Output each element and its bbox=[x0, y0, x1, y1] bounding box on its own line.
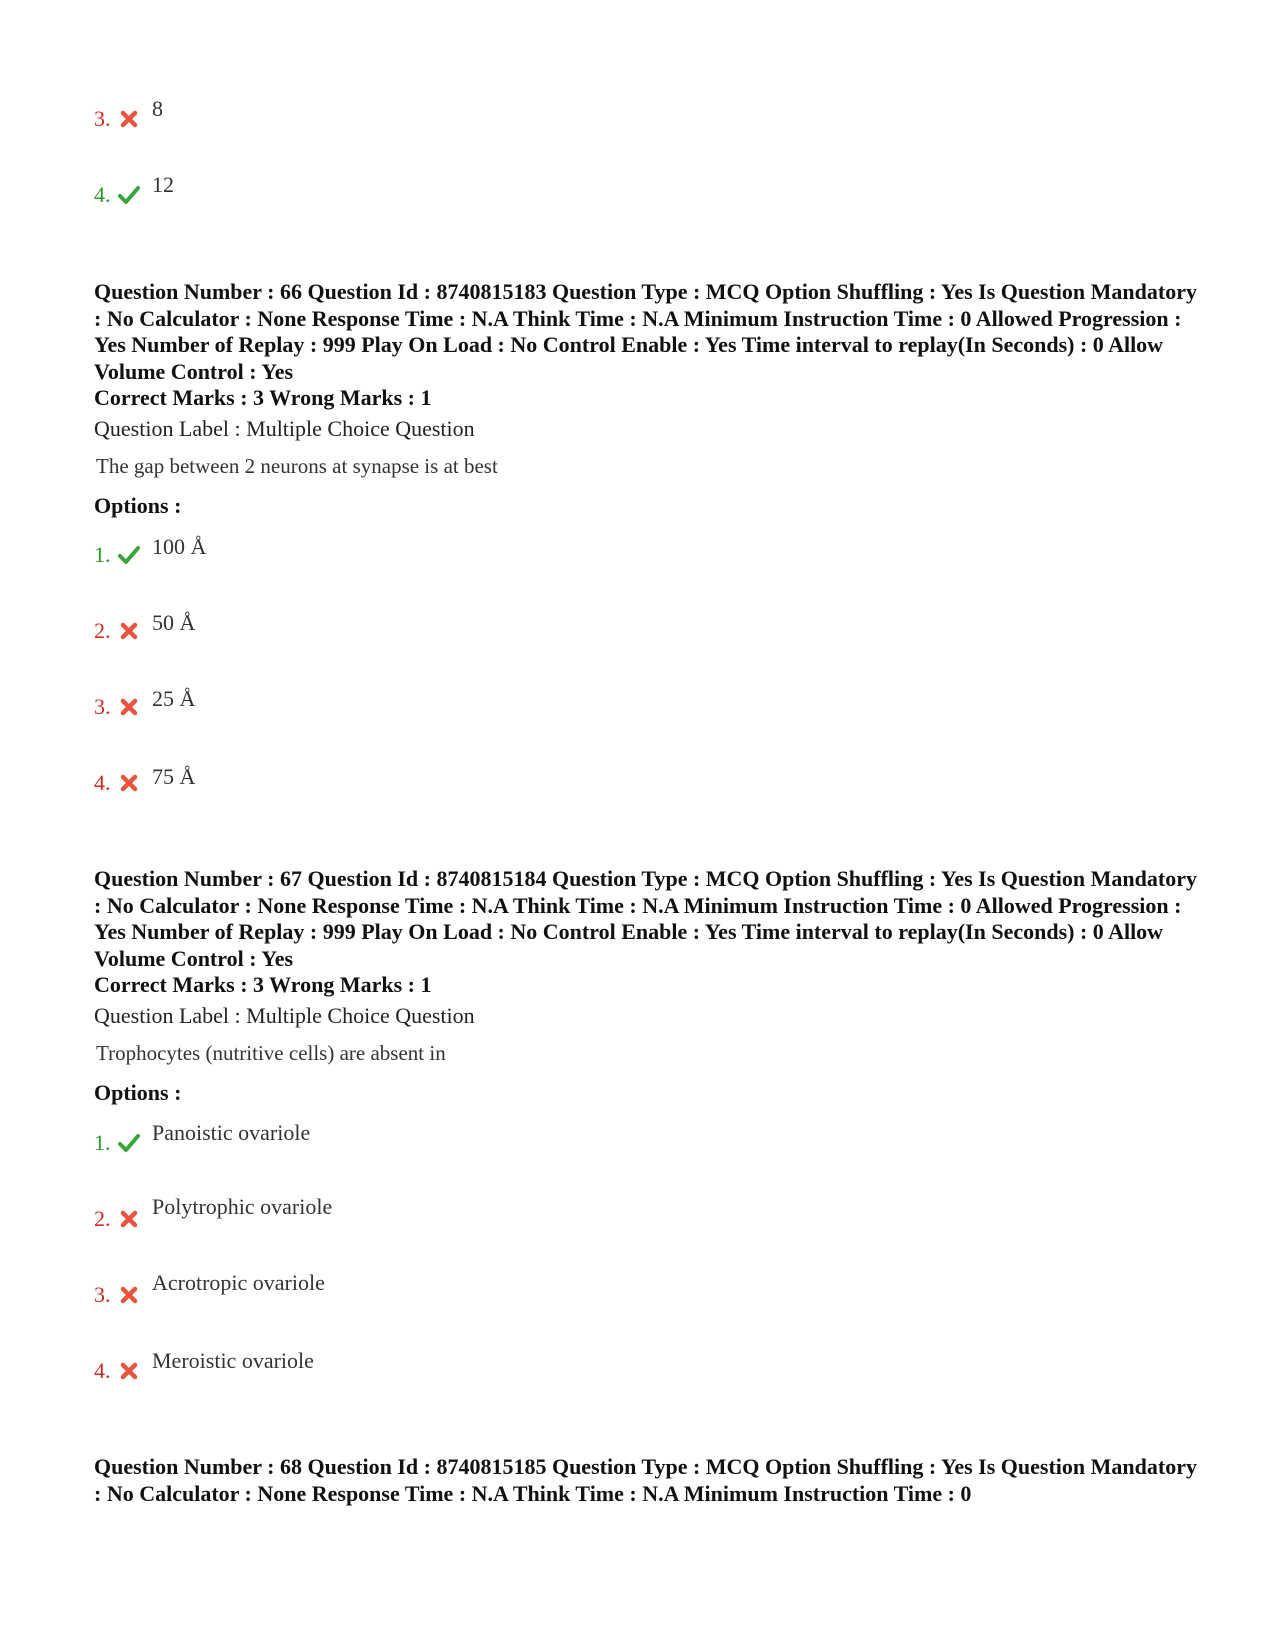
option-value: 50 Å bbox=[152, 610, 196, 635]
cross-icon bbox=[118, 108, 140, 130]
option-number: 2. bbox=[94, 1206, 111, 1231]
option-value: 100 Å bbox=[152, 534, 207, 559]
question-66-meta: Question Number : 66 Question Id : 8740815183 Question Type : MCQ Option Shuffling : Yes Is Question Mandatory : No Calculator : None Response Time : N.A Think Time : N.A Minimum Instruction Time : 0 Allowed Progression : Yes Number of Replay : 999 Play On Load : No Control Enable : Yes Time interval to replay(In Seconds) : 0 Allow Volume Control : Yes bbox=[94, 279, 1197, 384]
question-66-marks: Correct Marks : 3 Wrong Marks : 1 bbox=[94, 385, 432, 410]
option-value: Acrotropic ovariole bbox=[152, 1270, 325, 1295]
question-67-options-label: Options : bbox=[94, 1080, 182, 1105]
option-value: 12 bbox=[152, 172, 174, 197]
question-66-text: The gap between 2 neurons at synapse is at best bbox=[96, 454, 498, 478]
question-67-marks: Correct Marks : 3 Wrong Marks : 1 bbox=[94, 972, 432, 997]
check-icon bbox=[118, 1132, 140, 1154]
option-number: 2. bbox=[94, 618, 111, 643]
question-66-options-label: Options : bbox=[94, 493, 182, 518]
option-number: 3. bbox=[94, 1282, 111, 1307]
option-number: 1. bbox=[94, 542, 111, 567]
cross-icon bbox=[118, 1284, 140, 1306]
cross-icon bbox=[118, 1360, 140, 1382]
option-number: 4. bbox=[94, 1358, 111, 1383]
option-value: Meroistic ovariole bbox=[152, 1348, 314, 1373]
option-value: 8 bbox=[152, 96, 163, 121]
question-67-text: Trophocytes (nutritive cells) are absent in bbox=[96, 1041, 446, 1065]
question-67-meta: Question Number : 67 Question Id : 8740815184 Question Type : MCQ Option Shuffling : Yes Is Question Mandatory : No Calculator : None Response Time : N.A Think Time : N.A Minimum Instruction Time : 0 Allowed Progression : Yes Number of Replay : 999 Play On Load : No Control Enable : Yes Time interval to replay(In Seconds) : 0 Allow Volume Control : Yes bbox=[94, 866, 1197, 971]
option-value: 75 Å bbox=[152, 764, 196, 789]
question-68-meta: Question Number : 68 Question Id : 8740815185 Question Type : MCQ Option Shuffling : Yes Is Question Mandatory : No Calculator : None Response Time : N.A Think Time : N.A Minimum Instruction Time : 0 bbox=[94, 1454, 1197, 1506]
question-66-label: Question Label : Multiple Choice Question bbox=[94, 416, 475, 441]
option-number: 4. bbox=[94, 182, 111, 207]
option-value: 25 Å bbox=[152, 686, 196, 711]
option-number: 3. bbox=[94, 106, 111, 131]
option-number: 1. bbox=[94, 1130, 111, 1155]
option-value: Polytrophic ovariole bbox=[152, 1194, 333, 1219]
cross-icon bbox=[118, 772, 140, 794]
option-number: 3. bbox=[94, 694, 111, 719]
option-number: 4. bbox=[94, 770, 111, 795]
cross-icon bbox=[118, 696, 140, 718]
check-icon bbox=[118, 544, 140, 566]
option-value: Panoistic ovariole bbox=[152, 1120, 311, 1145]
question-67-label: Question Label : Multiple Choice Question bbox=[94, 1003, 475, 1028]
cross-icon bbox=[118, 1208, 140, 1230]
check-icon bbox=[118, 184, 140, 206]
cross-icon bbox=[118, 620, 140, 642]
